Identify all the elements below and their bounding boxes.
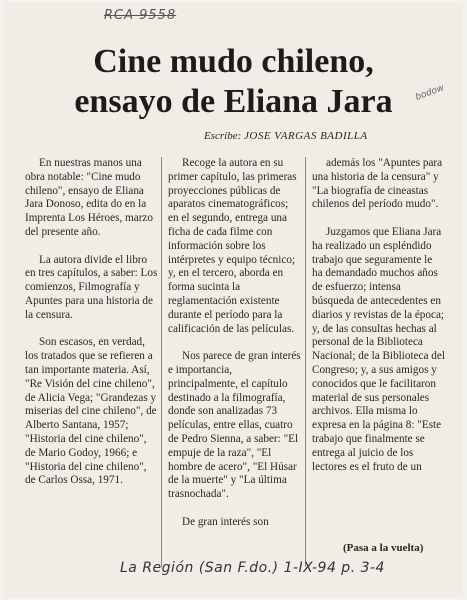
- paragraph: De gran interés son: [182, 515, 269, 528]
- paragraph: Son escasos, en verdad, los tratados que se refieren a tan importante materia. Así, "Re Visión del cine chileno", de Alicia Vega; "Grandezas y miserias del cine chileno", de Alberto Santana, 1957; "Historia del cine chileno", de Mario Godoy, 1966; e "Historia del cine chileno", de Carlos Ossa, 1971.: [25, 336, 157, 487]
- byline-author: JOSE VARGAS BADILLA: [244, 130, 368, 142]
- byline: [204, 130, 368, 142]
- column-3: [312, 157, 445, 488]
- archive-reference: RCA 9558: [104, 8, 177, 23]
- column-divider: [305, 157, 306, 567]
- paragraph: Nos parece de gran interés e importancia, principalmente, el capítulo destinado a la filmografía, donde son analizadas 73 películas, entre ellas, cuatro de Pedro Sienna, a saber: "El empuje de la raza", "El hombre de acero", "El Húsar de la muerte" y "La última trasnochada".: [168, 350, 301, 501]
- handwritten-side-note: bodow: [414, 83, 446, 103]
- handwritten-source-note: La Región (San F.do.) 1-IX-94 p. 3-4: [120, 560, 385, 576]
- column-divider: [161, 157, 162, 567]
- headline-line-2: ensayo de Eliana Jara: [74, 83, 393, 120]
- paragraph: En nuestras manos una obra notable: "Cine mudo chileno", ensayo de Eliana Jara Donoso, edita do en la Imprenta Los Héroes, marzo del presente año.: [25, 157, 153, 238]
- paragraph: Juzgamos que Eliana Jara ha realizado un espléndido trabajo que seguramente le ha demandado muchos años de esfuerzo; intensa búsqueda de antecedentes en diarios y revistas de la época; y, de las consultas hechas al personal de la Biblioteca Nacional; de la Biblioteca del Congreso; y, a sus amigos y conocidos que le facilitaron material de sus personales archivos. Ella misma lo expresa en la página 8: "Este trabajo que finalmente se entrega al juicio de los lectores es el fruto de un: [312, 225, 445, 473]
- column-2: [168, 157, 301, 543]
- headline-line-1: Cine mudo chileno,: [93, 43, 374, 80]
- byline-prefix: Escribe:: [204, 130, 242, 142]
- column-1: [25, 157, 158, 502]
- paragraph: La autora divide el libro en tres capítulos, a saber: Los comienzos, Filmografía y Apuntes para una historia de la censura.: [25, 253, 158, 321]
- paragraph: Recoge la autora en su primer capítulo, las primeras proyecciones públicas de aparatos cinematográficos; en el segundo, entrega una ficha de cada filme con información sobre los intérpretes y equipo técnico; y, en el tercero, aborda en forma sucinta la reglamentación existente durante el período para la calificación de las películas.: [168, 157, 297, 335]
- continued-note: (Pasa a la vuelta): [343, 542, 424, 554]
- paragraph: además los "Apuntes para una historia de la censura" y "La biografía de cineastas chilenos del período mudo".: [312, 157, 443, 211]
